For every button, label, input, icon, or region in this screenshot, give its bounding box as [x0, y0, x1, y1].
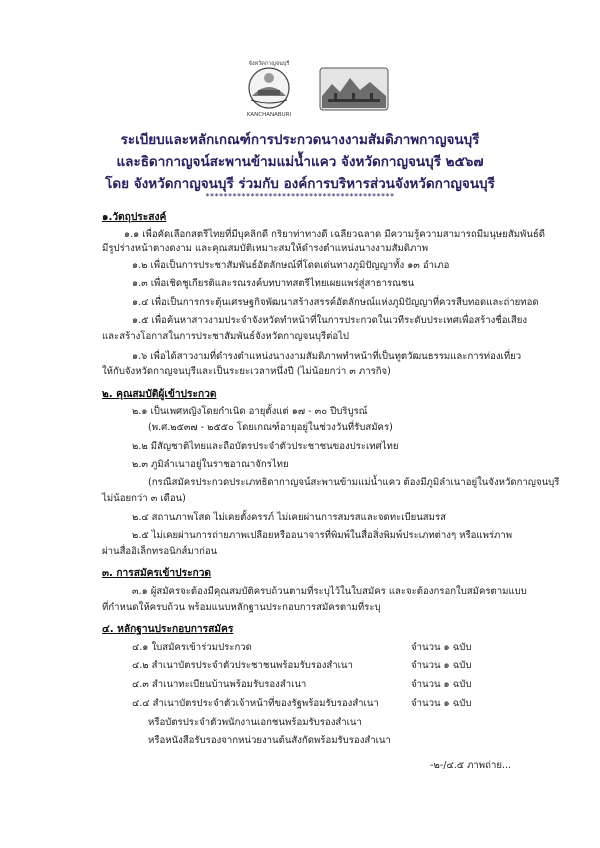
stars-divider: ******************************************	[205, 192, 395, 201]
item-4-3: ๔.๓ สำเนาทะเบียนบ้านพร้อมรับรองสำเนา	[132, 679, 307, 690]
item-2-3-cont: (กรณีสมัครประกวดประเภทธิดากาญจน์สะพานข้ามแม่น้ำแคว ต้องมีภูมิลำเนาอยู่ในจังหวัดกาญจนบุรี	[148, 477, 560, 488]
section-1-heading: ๑.วัตถุประสงค์	[102, 212, 167, 223]
item-4-4-copies: จำนวน ๑ ฉบับ	[411, 698, 472, 709]
item-1-6: ๑.๖ เพื่อได้สาวงามที่ดำรงตำแหน่งนางงามสัมดิภาพทำหน้าที่เป็นทูตวัฒนธรรมและการท่องเที่ยว	[132, 351, 522, 362]
pao-logo	[318, 66, 390, 112]
title-line-2: และธิดากาญจน์สะพานข้ามแม่น้ำแคว จังหวัดกาญจนบุรี ๒๕๖๗	[116, 154, 484, 170]
item-4-4-alt-1: หรือบัตรประจำตัวพนักงานเอกชนพร้อมรับรองสำเนา	[148, 717, 362, 728]
item-2-3: ๒.๓ ภูมิลำเนาอยู่ในราชอาณาจักรไทย	[132, 459, 289, 470]
item-2-1-cont: (พ.ศ.๒๕๓๗ - ๒๕๕๐ โดยเกณฑ์อายุอยู่ในช่วงวันที่รับสมัคร)	[148, 422, 393, 433]
item-3-1-cont: ที่กำหนดให้ครบถ้วน พร้อมแนบหลักฐานประกอบการสมัครตามที่ระบุ	[102, 602, 381, 613]
item-2-5: ๒.๕ ไม่เคยผ่านการถ่ายภาพเปลือยหรืออนาจารที่พิมพ์ในสื่อสิ่งพิมพ์ประเภทต่างๆ หรือแพร่ภาพ	[132, 530, 513, 541]
item-4-3-copies: จำนวน ๑ ฉบับ	[411, 679, 472, 690]
item-3-1: ๓.๑ ผู้สมัครจะต้องมีคุณสมบัติครบถ้วนตามที่ระบุไว้ในใบสมัคร และจะต้องกรอกใบสมัครตามแบบ	[132, 586, 527, 597]
title-line-1: ระเบียบและหลักเกณฑ์การประกวดนางงามสัมดิภาพกาญจนบุรี	[120, 132, 480, 148]
item-1-5: ๑.๕ เพื่อค้นหาสาวงามประจำจังหวัดทำหน้าที่ในการประกวดในเวทีระดับประเทศเพื่อสร้างชื่อเสียง	[132, 315, 528, 326]
item-2-1: ๒.๑ เป็นเพศหญิงโดยกำเนิด อายุตั้งแต่ ๑๗ - ๓๐ ปีบริบูรณ์	[132, 406, 368, 417]
item-1-6-cont: ให้กับจังหวัดกาญจนบุรีและเป็นระยะเวลาหนึ่งปี (ไม่น้อยกว่า ๓ ภารกิจ)	[102, 366, 391, 377]
item-4-4: ๔.๔ สำเนาบัตรประจำตัวเจ้าหน้าที่ของรัฐพร้อมรับรองสำเนา	[132, 698, 379, 709]
item-4-2-copies: จำนวน ๑ ฉบับ	[411, 660, 472, 671]
province-seal-logo	[232, 58, 306, 118]
item-1-5-cont: และสร้างโอกาสในการประชาสัมพันธ์จังหวัดกาญจนบุรีต่อไป	[102, 331, 350, 342]
item-1-1-cont: มีรูปร่างหน้าตางดงาม และคุณสมบัติเหมาะสมให้ดำรงตำแหน่งนางงามสัมดิภาพ	[102, 243, 429, 254]
item-4-4-alt-2: หรือหนังสือรับรองจากหน่วยงานต้นสังกัดพร้อมรับรองสำเนา	[148, 735, 391, 746]
item-2-3-cont-2: ไม่น้อยกว่า ๓ เดือน)	[102, 493, 186, 504]
item-1-1: ๑.๑ เพื่อคัดเลือกสตรีไทยที่มีบุคลิกดี กริยาท่าทางดี เฉลียวฉลาด มีความรู้ความสามารถมีมนุษยสัมพันธ์ดี	[124, 229, 546, 240]
section-3-heading: ๓. การสมัครเข้าประกวด	[102, 568, 212, 579]
svg-text:KANCHANABURI: KANCHANABURI	[246, 112, 292, 118]
item-1-2: ๑.๒ เพื่อเป็นการประชาสัมพันธ์อัตลักษณ์ที่โดดเด่นทางภูมิปัญญาทั้ง ๑๓ อำเภอ	[132, 260, 450, 271]
title-line-3: โดย จังหวัดกาญจนบุรี ร่วมกับ องค์การบริหารส่วนจังหวัดกาญจนบุรี	[105, 176, 495, 192]
item-4-1-copies: จำนวน ๑ ฉบับ	[411, 642, 472, 653]
logo-area	[0, 58, 600, 120]
item-2-2: ๒.๒ มีสัญชาติไทยและถือบัตรประจำตัวประชาชนของประเทศไทย	[132, 441, 399, 452]
item-1-3: ๑.๓ เพื่อเชิดชูเกียรติและรณรงค์บทบาทสตรีไทยเผยแพร่สู่สาธารณชน	[132, 278, 415, 289]
item-2-5-cont: ผ่านสื่ออิเล็กทรอนิกส์มาก่อน	[102, 546, 218, 557]
section-4-heading: ๔. หลักฐานประกอบการสมัคร	[102, 624, 234, 635]
item-4-1: ๔.๑ ใบสมัครเข้าร่วมประกวด	[132, 642, 252, 653]
item-1-4: ๑.๔ เพื่อเป็นการกระตุ้นเศรษฐกิจพัฒนาสร้างสรรค์อัตลักษณ์แห่งภูมิปัญญาที่ควรสืบทอดและถ่ายทอด	[132, 297, 539, 308]
item-4-2: ๔.๒ สำเนาบัตรประจำตัวประชาชนพร้อมรับรองสำเนา	[132, 660, 353, 671]
item-2-4: ๒.๔ สถานภาพโสด ไม่เคยตั้งครรภ์ ไม่เคยผ่านการสมรสและจดทะเบียนสมรส	[132, 512, 446, 523]
svg-text:จังหวัดกาญจนบุรี: จังหวัดกาญจนบุรี	[248, 61, 290, 67]
section-2-heading: ๒. คุณสมบัติผู้เข้าประกวด	[102, 389, 217, 400]
page-continuation-note: -๒-/๔.๕ ภาพถ่าย...	[430, 760, 512, 771]
